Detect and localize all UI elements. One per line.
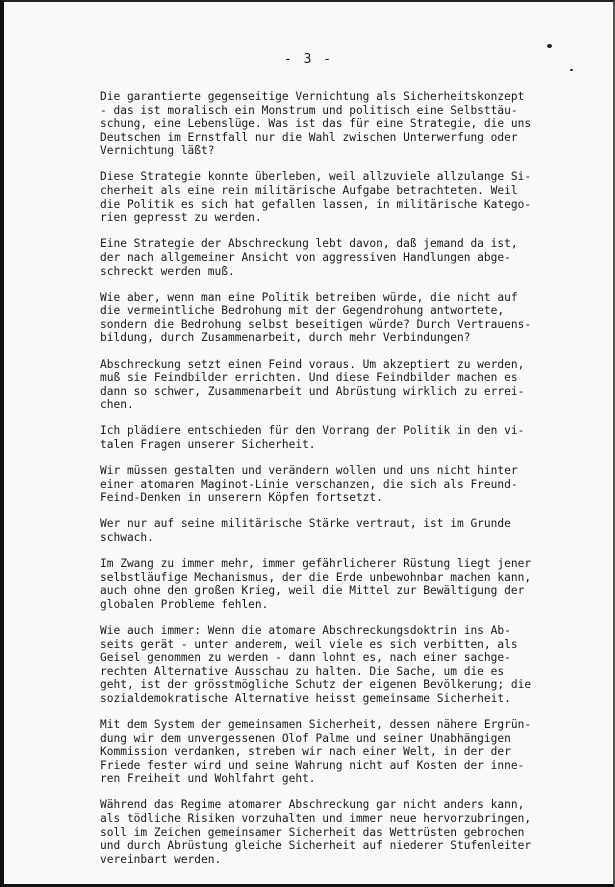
paragraph-12: [100, 798, 570, 866]
text-line: talen Fragen unserer Sicherheit.: [100, 437, 316, 451]
text-line: Feind-Denken in unserern Köpfen fortsetzt.: [100, 491, 383, 505]
text-line: Abschreckung setzt einen Feind voraus. Um akzeptiert zu werden,: [100, 357, 525, 371]
paragraph-7: [100, 464, 570, 505]
text-line: die Politik es sich hat gefallen lassen, in militärische Katego-: [100, 197, 532, 211]
text-line: Vernichtung läßt?: [100, 144, 215, 158]
text-line: selbstläufige Mechanismus, der die Erde unbewohnbar machen kann,: [100, 570, 532, 584]
text-line: dann so schwer, Zusammenarbeit und Abrüstung wirklich zu errei-: [100, 384, 525, 398]
text-line: vereinbart werden.: [100, 852, 222, 866]
text-line: schwach.: [100, 530, 154, 544]
text-line: geht, ist der grösstmögliche Schutz der eigenen Bevölkerung; die: [100, 678, 532, 692]
paragraph-2: [100, 170, 570, 224]
text-line: ren Freiheit und Wohlfahrt geht.: [100, 772, 316, 786]
text-line: Wir müssen gestalten und verändern wollen und uns nicht hinter: [100, 464, 518, 478]
paragraph-9: [100, 557, 570, 611]
text-line: der nach allgemeiner Ansicht von aggressiven Handlungen abge-: [100, 250, 511, 264]
text-line: Eine Strategie der Abschreckung lebt davon, daß jemand da ist,: [100, 237, 518, 251]
paragraph-10: [100, 624, 570, 706]
text-line: und durch Abrüstung gleiche Sicherheit auf niederer Stufenleiter: [100, 839, 532, 853]
text-line: Wie auch immer: Wenn die atomare Abschreckungsdoktrin ins Ab-: [100, 623, 511, 637]
text-line: Friede fester wird und seine Wahrung nicht auf Kosten der inne-: [100, 758, 525, 772]
paragraph-5: [100, 358, 570, 412]
text-line: Kommission verdanken, streben wir nach einer Welt, in der der: [100, 745, 511, 759]
text-line: bildung, durch Zusammenarbeit, durch mehr Verbindungen?: [100, 331, 471, 345]
text-line: soll im Zeichen gemeinsamer Sicherheit das Wettrüsten gebrochen: [100, 825, 525, 839]
text-line: Geisel genommen zu werden - dann lohnt es, nach einer sachge-: [100, 651, 511, 665]
text-line: Mit dem System der gemeinsamen Sicherheit, dessen nähere Ergrün-: [100, 717, 532, 731]
text-line: auch ohne den großen Krieg, weil die Mittel zur Bewältigung der: [100, 584, 525, 598]
text-line: Diese Strategie konnte überleben, weil allzuviele allzulange Si-: [100, 170, 532, 184]
text-line: Wer nur auf seine militärische Stärke vertraut, ist im Grunde: [100, 517, 511, 531]
text-line: Im Zwang zu immer mehr, immer gefährlicherer Rüstung liegt jener: [100, 557, 532, 571]
text-line: schreckt werden muß.: [100, 264, 235, 278]
text-line: chen.: [100, 398, 134, 412]
text-line: Deutschen im Ernstfall nur die Wahl zwischen Unterwerfung oder: [100, 130, 518, 144]
text-line: muß sie Feindbilder errichten. Und diese Feindbilder machen es: [100, 371, 518, 385]
text-line: einer atomaren Maginot-Linie verschanzen, die sich als Freund-: [100, 477, 518, 491]
text-line: sondern die Bedrohung selbst beseitigen würde? Durch Vertrauens-: [100, 317, 532, 331]
paragraph-3: [100, 237, 570, 278]
paragraph-1: [100, 90, 570, 158]
body-text: [100, 90, 570, 879]
text-line: Während das Regime atomarer Abschreckung gar nicht anders kann,: [100, 798, 525, 812]
text-line: schung, eine Lebenslüge. Was ist das für eine Strategie, die uns: [100, 117, 532, 131]
text-line: Ich plädiere entschieden für den Vorrang der Politik in den vi-: [100, 424, 525, 438]
paragraph-4: [100, 291, 570, 345]
paragraph-11: [100, 718, 570, 786]
text-line: seits gerät - unter anderem, weil viele es sich verbitten, als: [100, 637, 518, 651]
page-number: - 3 -: [283, 52, 334, 67]
text-line: die vermeintliche Bedrohung mit der Gegendrohung antwortete,: [100, 304, 505, 318]
text-line: dung wir dem unvergessenen Olof Palme und seiner Unabhängigen: [100, 731, 511, 745]
paragraph-6: [100, 424, 570, 451]
text-line: Wie aber, wenn man eine Politik betreiben würde, die nicht auf: [100, 290, 518, 304]
text-line: - das ist moralisch ein Monstrum und politisch eine Selbsttäu-: [100, 103, 518, 117]
text-line: cherheit als eine rein militärische Aufgabe betrachteten. Weil: [100, 184, 518, 198]
text-line: rechten Alternative Ausschau zu halten. Die Sache, um die es: [100, 664, 505, 678]
text-line: Die garantierte gegenseitige Vernichtung als Sicherheitskonzept: [100, 90, 525, 103]
text-line: als tödliche Risiken vorzuhalten und immer neue hervorzubringen,: [100, 812, 532, 826]
text-line: sozialdemokratische Alternative heisst gemeinsame Sicherheit.: [100, 691, 511, 705]
text-line: rien gepresst zu werden.: [100, 211, 262, 225]
paragraph-8: [100, 517, 570, 544]
text-line: globalen Probleme fehlen.: [100, 597, 269, 611]
